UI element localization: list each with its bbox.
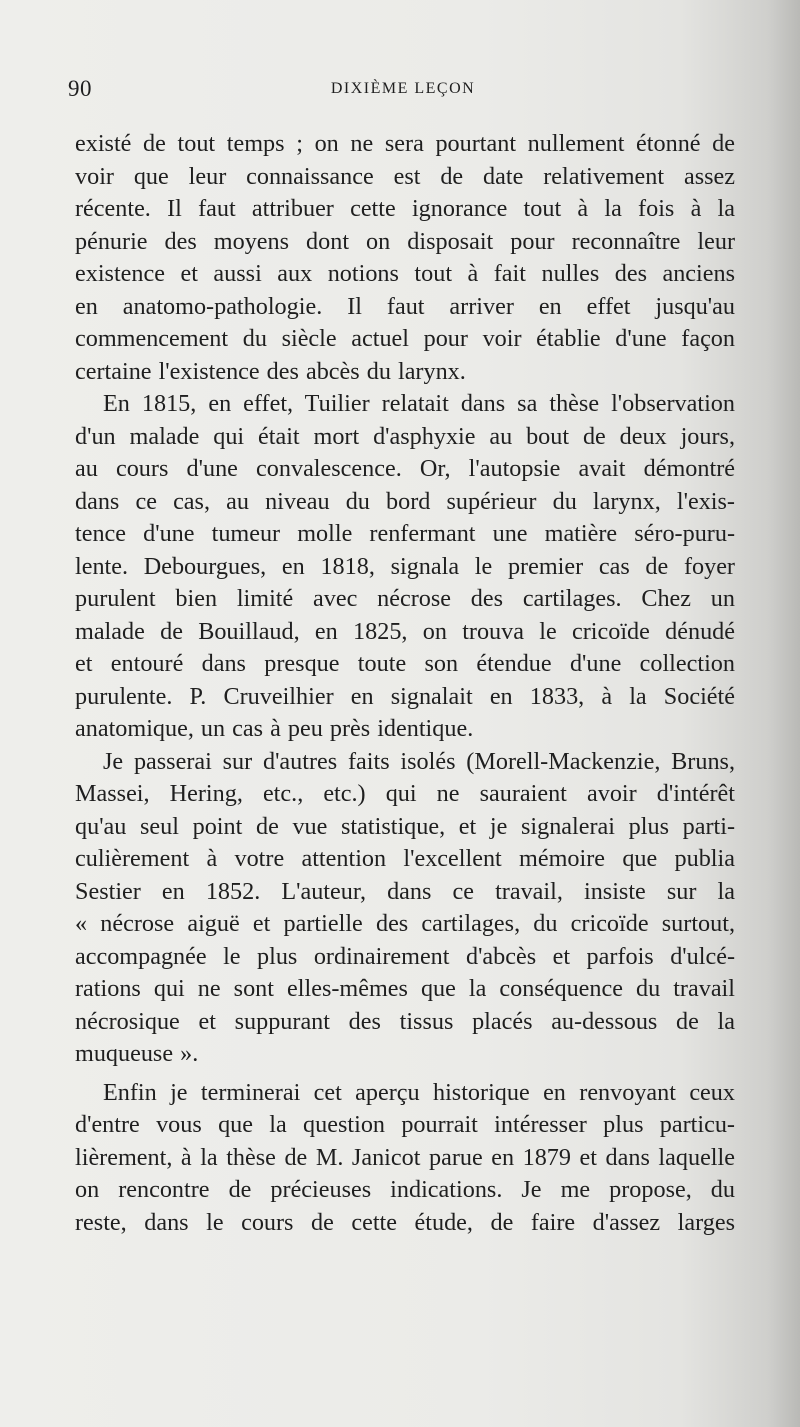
text-line: Sestier en 1852. L'auteur, dans ce travail, insiste sur la [75, 877, 735, 905]
page-header [68, 74, 738, 108]
text-line: reste, dans le cours de cette étude, de faire d'assez larges [75, 1208, 735, 1236]
paragraph [75, 388, 735, 746]
paragraph [75, 128, 735, 388]
text-line: Je passerai sur d'autres faits isolés (Morell-Mackenzie, Bruns, [103, 747, 735, 775]
text-line: pénurie des moyens dont on disposait pour reconnaître leur [75, 227, 735, 255]
text-line: voir que leur connaissance est de date relativement assez [75, 162, 735, 190]
text-line: qu'au seul point de vue statistique, et je signalerai plus parti- [75, 812, 735, 840]
text-line: Massei, Hering, etc., etc.) qui ne sauraient avoir d'intérêt [75, 780, 735, 807]
running-head: DIXIÈME LEÇON [330, 80, 476, 97]
page-number: 90 [68, 76, 92, 101]
text-line: accompagnée le plus ordinairement d'abcès et parfois d'ulcé- [75, 942, 735, 970]
text-line: lièrement, à la thèse de M. Janicot parue en 1879 et dans laquelle [75, 1143, 735, 1171]
body-text [75, 128, 735, 1239]
text-line: commencement du siècle actuel pour voir établie d'une façon [75, 325, 735, 352]
text-line: et entouré dans presque toute son étendue d'une collection [75, 650, 735, 677]
text-line: « nécrose aiguë et partielle des cartilages, du cricoïde surtout, [75, 910, 735, 937]
text-line: d'entre vous que la question pourrait intéresser plus particu- [75, 1111, 735, 1138]
text-line: lente. Debourgues, en 1818, signala le premier cas de foyer [75, 552, 735, 580]
paragraph [75, 1077, 735, 1240]
text-line: culièrement à votre attention l'excellent mémoire que publia [75, 845, 735, 872]
paragraph [75, 746, 735, 1071]
text-line: certaine l'existence des abcès du larynx. [75, 357, 466, 385]
text-line: nécrosique et suppurant des tissus placés au-dessous de la [75, 1007, 735, 1035]
text-line: existé de tout temps ; on ne sera pourtant nullement étonné de [75, 130, 735, 157]
text-line: malade de Bouillaud, en 1825, on trouva le cricoïde dénudé [75, 617, 735, 645]
text-line: existence et aussi aux notions tout à fait nulles des anciens [75, 260, 735, 287]
text-line: muqueuse ». [75, 1040, 199, 1067]
text-line: au cours d'une convalescence. Or, l'autopsie avait démontré [75, 455, 735, 482]
text-line: tence d'une tumeur molle renfermant une matière séro-puru- [75, 520, 735, 547]
text-line: anatomique, un cas à peu près identique. [75, 715, 474, 742]
text-line: récente. Il faut attribuer cette ignorance tout à la fois à la [75, 195, 735, 222]
text-line: en anatomo-pathologie. Il faut arriver en effet jusqu'au [75, 292, 735, 320]
text-line: dans ce cas, au niveau du bord supérieur du larynx, l'exis- [75, 487, 735, 515]
text-line: d'un malade qui était mort d'asphyxie au bout de deux jours, [75, 422, 735, 450]
text-line: on rencontre de précieuses indications. Je me propose, du [75, 1176, 735, 1203]
text-line: Enfin je terminerai cet aperçu historique en renvoyant ceux [103, 1078, 735, 1106]
text-line: rations qui ne sont elles-mêmes que la conséquence du travail [75, 975, 735, 1002]
text-line: En 1815, en effet, Tuilier relatait dans sa thèse l'observation [103, 390, 735, 417]
text-line: purulente. P. Cruveilhier en signalait en 1833, à la Société [75, 682, 735, 710]
text-line: purulent bien limité avec nécrose des cartilages. Chez un [75, 585, 735, 612]
